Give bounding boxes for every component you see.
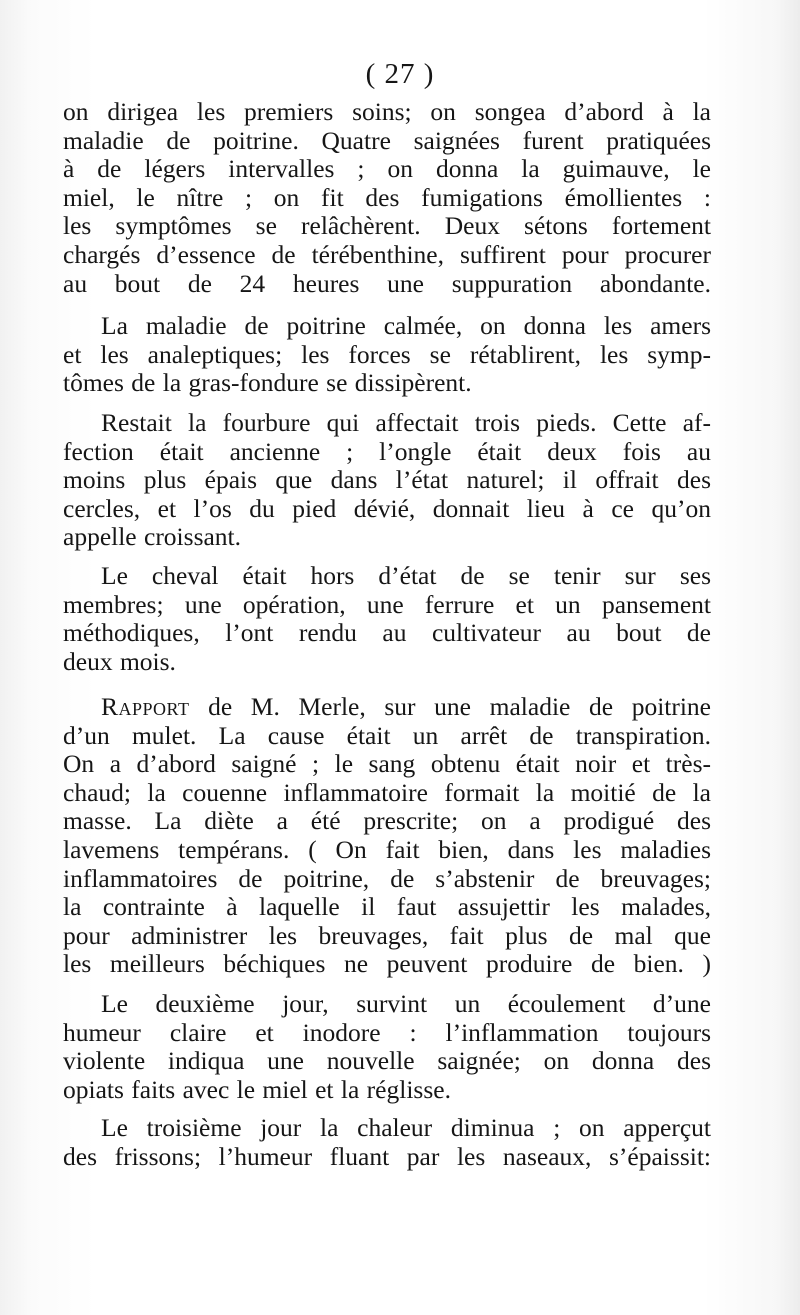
text-line: et les analeptiques; les forces se rétablirent, les symp- (63, 339, 711, 369)
text-line: membres; une opération, une ferrure et un pansement (63, 589, 711, 619)
section-lead-word: Rapport (101, 692, 190, 721)
text-line: humeur claire et inodore : l’inflammation toujours (63, 1017, 711, 1047)
page-number: ( 27 ) (365, 58, 435, 90)
text-line: moins plus épais que dans l’état naturel; il offrait des (63, 465, 711, 495)
text-line: chaud; la couenne inflammatoire formait la moitié de la (63, 777, 711, 807)
text-line: cercles, et l’os du pied dévié, donnait lieu à ce qu’on (63, 493, 711, 523)
text-line: Restait la fourbure qui affectait trois pieds. Cette af- (101, 408, 711, 437)
text-line: opiats faits avec le miel et la réglisse. (63, 1074, 451, 1104)
text-line: on dirigea les premiers soins; on songea d’abord à la (63, 97, 711, 126)
text-fragment: de M. Merle, sur une maladie de poitrine (208, 692, 712, 721)
text-line (63, 693, 711, 722)
paragraph-5-rapport (63, 693, 711, 979)
text-line: miel, le nître ; on fit des fumigations émollientes : (63, 182, 711, 212)
text-line: On a d’abord saigné ; le sang obtenu était noir et très- (63, 749, 711, 779)
paragraph-6 (63, 990, 711, 1104)
text-line: des frissons; l’humeur fluant par les naseaux, s’épaissit: (63, 1141, 711, 1171)
text-line: les symptômes se relâchèrent. Deux sétons fortement (63, 211, 711, 241)
paragraph-4 (63, 562, 711, 676)
text-line: tômes de la gras-fondure se dissipèrent. (63, 368, 472, 398)
text-line: Le deuxième jour, survint un écoulement d’une (101, 989, 711, 1018)
text-line: appelle croissant. (63, 522, 242, 552)
paragraph-7 (63, 1114, 711, 1171)
text-line: à de légers intervalles ; on donna la guimauve, le (63, 154, 711, 184)
text-line: chargés d’essence de térébenthine, suffirent pour procurer (63, 239, 711, 269)
text-line: deux mois. (63, 646, 176, 676)
text-line: les meilleurs béchiques ne peuvent produire de bien. ) (63, 949, 711, 979)
text-line: Le troisième jour la chaleur diminua ; on apperçut (101, 1113, 711, 1142)
text-line: pour administrer les breuvages, fait plus de mal que (63, 920, 711, 950)
text-line: méthodiques, l’ont rendu au cultivateur au bout de (63, 618, 711, 648)
text-line: lavemens tempérans. ( On fait bien, dans les maladies (63, 834, 711, 864)
text-line: violente indiqua une nouvelle saignée; on donna des (63, 1046, 711, 1076)
text-line: la contrainte à laquelle il faut assujettir les malades, (63, 892, 711, 922)
text-line: au bout de 24 heures une suppuration abondante. (63, 268, 711, 298)
text-line: La maladie de poitrine calmée, on donna les amers (101, 311, 711, 340)
paragraph-2 (63, 312, 711, 398)
paragraph-3 (63, 409, 711, 552)
text-line: masse. La diète a été prescrite; on a prodigué des (63, 806, 711, 836)
text-line: maladie de poitrine. Quatre saignées furent pratiquées (63, 125, 711, 155)
paragraph-1 (63, 98, 711, 298)
text-line: Le cheval était hors d’état de se tenir sur ses (101, 561, 711, 590)
text-line: d’un mulet. La cause était un arrêt de transpiration. (63, 720, 711, 750)
text-line: inflammatoires de poitrine, de s’abstenir de breuvages; (63, 863, 711, 893)
text-line: fection était ancienne ; l’ongle était deux fois au (63, 436, 711, 466)
